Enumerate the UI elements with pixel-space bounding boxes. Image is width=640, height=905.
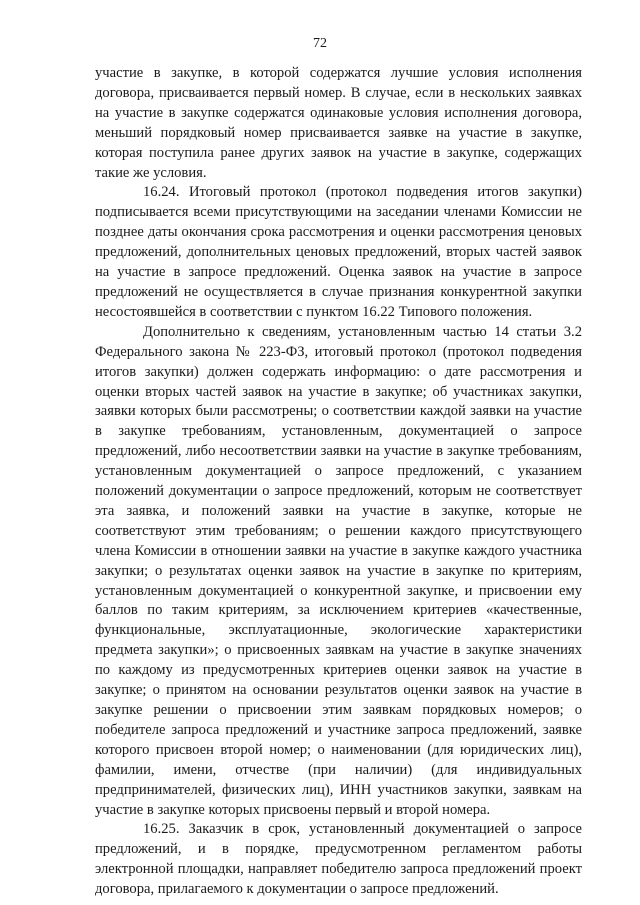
document-body	[95, 64, 582, 900]
page-number: 72	[313, 36, 327, 51]
paragraph-16-24: 16.24. Итоговый протокол (протокол подведения итогов закупки) подписывается всеми присутствующими на заседании членами Комиссии не позднее даты окончания срока рассмотрения и оценки рассмотрения ценовых предложений, дополнительных ценовых предложений, вторых частей заявок на участие в запросе предложений. Оценка заявок на участие в запросе предложений не осуществляется в случае признания конкурентной закупки несостоявшейся в соответствии с пунктом 16.22 Типового положения.	[95, 184, 582, 320]
paragraph-16-25: 16.25. Заказчик в срок, установленный документацией о запросе предложений, и в порядке, предусмотренном регламентом работы электронной площадки, направляет победителю запроса предложений проект договора, прилагаемого к документации о запросе предложений.	[95, 821, 582, 898]
paragraph-protocol-details: Дополнительно к сведениям, установленным частью 14 статьи 3.2 Федерального закона № 223-ФЗ, итоговый протокол (протокол подведения итогов закупки) должен содержать информацию: о дате рассмотрения и оценки вторых частей заявок на участие в закупке; об участниках закупки, заявки которых были рассмотрены; о соответствии каждой заявки на участие в закупке требованиям, установленным, документацией о запросе предложений, либо несоответствии заявки на участие в закупке требованиям, установленным документацией о запросе предложений, с указанием положений документации о запросе предложений, которым не соответствует эта заявка, и положений заявки на участие в закупке, которые не соответствуют этим требованиям; о решении каждого присутствующего члена Комиссии в отношении заявки на участие в закупке каждого участника закупки; о результатах оценки заявок на участие в закупке по критериям, установленным документацией о конкурентной закупке, и присвоении ему баллов по таким критериям, за исключением критериев «качественные, функциональные, эксплуатационные, экологические характеристики предмета закупки»; о присвоенных заявкам на участие в закупке значениях по каждому из предусмотренных критериев оценки заявок на участие в закупке; о принятом на основании результатов оценки заявок на участие в закупке решении о присвоении этим заявкам порядковых номеров; о победителе запроса предложений и участнике запроса предложений, заявке которого присвоен второй номер; о наименовании (для юридических лиц), фамилии, имени, отчестве (при наличии) (для индивидуальных предпринимателей, физических лиц), ИНН участников закупки, заявкам на участие в закупке которых присвоены первый и второй номера.	[95, 323, 582, 818]
paragraph-continuation: участие в закупке, в которой содержатся лучшие условия исполнения договора, присваивается первый номер. В случае, если в нескольких заявках на участие в закупке содержатся одинаковые условия исполнения договора, меньший порядковый номер присваивается заявке на участие в закупке, которая поступила ранее других заявок на участие в закупке, содержащих такие же условия.	[95, 65, 582, 181]
